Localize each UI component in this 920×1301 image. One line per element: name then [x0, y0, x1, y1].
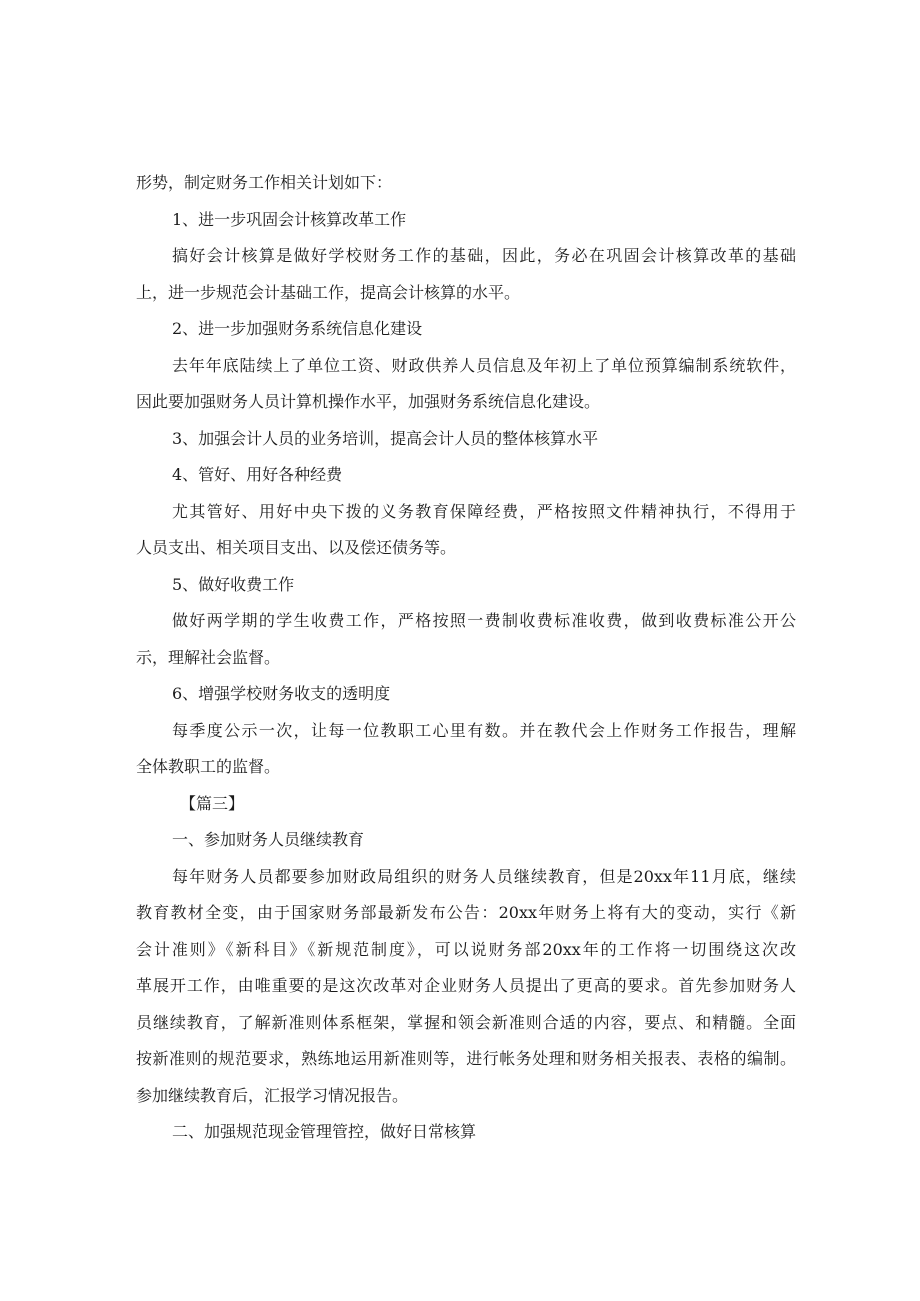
paragraph-line: 搞好会计核算是做好学校财务工作的基础，因此，务必在巩固会计核算改革的基础	[172, 246, 796, 265]
paragraph-line: 员继续教育，了解新准则体系框架，掌握和领会新准则合适的内容，要点、和精髓。全面	[136, 1012, 796, 1032]
item-heading-1: 1、进一步巩固会计核算改革工作	[172, 209, 407, 229]
section-heading-2: 二、加强规范现金管理管控，做好日常核算	[172, 1122, 477, 1141]
paragraph-line: 会计准则》《新科目》《新规范制度》，可以说财务部20xx年的工作将一切围绕这次改	[136, 939, 796, 959]
paragraph-line: 人员支出、相关项目支出、以及偿还债务等。	[136, 538, 457, 557]
section-heading-1: 一、参加财务人员继续教育	[172, 830, 365, 849]
item-heading-5: 5、做好收费工作	[172, 574, 295, 594]
paragraph-line: 示，理解社会监督。	[136, 647, 281, 667]
paragraph-line: 按新准则的规范要求，熟练地运用新准则等，进行帐务处理和财务相关报表、表格的编制。	[136, 1049, 796, 1068]
paragraph-line: 去年年底陆续上了单位工资、财政供养人员信息及年初上了单位预算编制系统软件，	[172, 355, 796, 375]
item-heading-3: 3、加强会计人员的业务培训，提高会计人员的整体核算水平	[172, 428, 599, 448]
paragraph-line: 教育教材全变，由于国家财务部最新发布公告：20xx年财务上将有大的变动，实行《新	[136, 903, 796, 922]
paragraph-line: 每年财务人员都要参加财政局组织的财务人员继续教育，但是20xx年11月底，继续	[172, 866, 796, 886]
paragraph-line: 全体教职工的监督。	[136, 757, 281, 776]
paragraph-line: 革展开工作，由唯重要的是这次改革对企业财务人员提出了更高的要求。首先参加财务人	[136, 976, 796, 995]
paragraph-line: 做好两学期的学生收费工作，严格按照一费制收费标准收费，做到收费标准公开公	[172, 611, 796, 630]
paragraph-line: 参加继续教育后，汇报学习情况报告。	[136, 1085, 409, 1105]
item-heading-2: 2、进一步加强财务系统信息化建设	[172, 319, 423, 338]
section-title: 【篇三】	[180, 793, 245, 813]
text-line: 形势，制定财务工作相关计划如下：	[136, 173, 393, 192]
document-body	[136, 165, 796, 1151]
paragraph-line: 因此要加强财务人员计算机操作水平，加强财务系统信息化建设。	[136, 392, 601, 411]
paragraph-line: 上，进一步规范会计基础工作，提高会计核算的水平。	[136, 282, 521, 302]
item-heading-4: 4、管好、用好各种经费	[172, 465, 343, 484]
paragraph-line: 尤其管好、用好中央下拨的义务教育保障经费，严格按照文件精神执行，不得用于	[172, 501, 796, 521]
paragraph-line: 每季度公示一次，让每一位教职工心里有数。并在教代会上作财务工作报告，理解	[172, 720, 796, 740]
item-heading-6: 6、增强学校财务收支的透明度	[172, 684, 391, 703]
